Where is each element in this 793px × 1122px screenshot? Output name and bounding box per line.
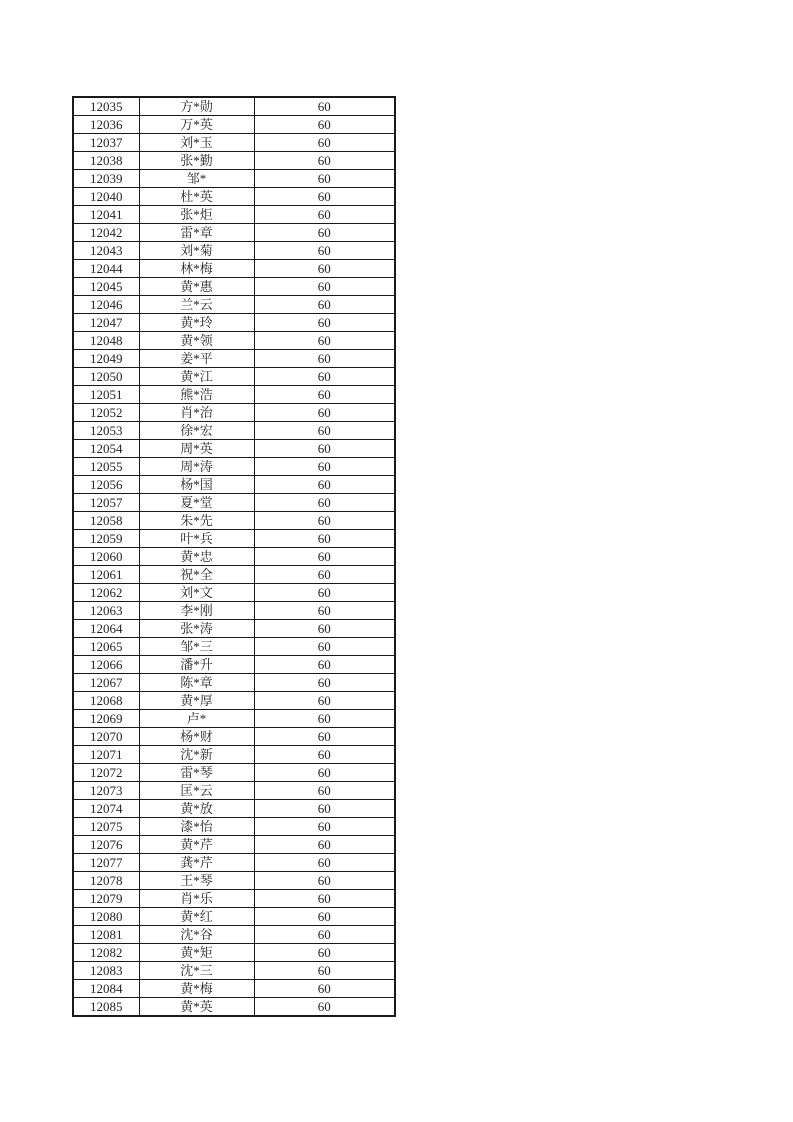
table-row [73, 944, 395, 962]
table-row [73, 188, 395, 206]
cell-value: 60 [254, 710, 395, 728]
cell-id: 12049 [73, 350, 139, 368]
table-row [73, 260, 395, 278]
cell-value: 60 [254, 170, 395, 188]
cell-id: 12064 [73, 620, 139, 638]
cell-value: 60 [254, 944, 395, 962]
cell-value: 60 [254, 602, 395, 620]
cell-id: 12085 [73, 998, 139, 1017]
table-row [73, 494, 395, 512]
cell-id: 12041 [73, 206, 139, 224]
cell-value: 60 [254, 890, 395, 908]
cell-value: 60 [254, 296, 395, 314]
table-row [73, 800, 395, 818]
cell-name: 黄*惠 [139, 278, 254, 296]
cell-value: 60 [254, 368, 395, 386]
cell-name: 熊*浩 [139, 386, 254, 404]
table-row [73, 278, 395, 296]
cell-id: 12067 [73, 674, 139, 692]
cell-id: 12072 [73, 764, 139, 782]
cell-name: 卢* [139, 710, 254, 728]
cell-id: 12042 [73, 224, 139, 242]
table-row [73, 548, 395, 566]
cell-id: 12035 [73, 97, 139, 116]
cell-id: 12058 [73, 512, 139, 530]
cell-name: 黄*领 [139, 332, 254, 350]
cell-id: 12076 [73, 836, 139, 854]
cell-name: 杨*国 [139, 476, 254, 494]
cell-value: 60 [254, 350, 395, 368]
cell-value: 60 [254, 908, 395, 926]
cell-value: 60 [254, 656, 395, 674]
table-row [73, 404, 395, 422]
cell-id: 12039 [73, 170, 139, 188]
cell-value: 60 [254, 476, 395, 494]
cell-name: 黄*江 [139, 368, 254, 386]
table-row [73, 764, 395, 782]
cell-id: 12070 [73, 728, 139, 746]
cell-id: 12040 [73, 188, 139, 206]
cell-name: 刘*菊 [139, 242, 254, 260]
cell-value: 60 [254, 638, 395, 656]
cell-id: 12057 [73, 494, 139, 512]
table-row [73, 980, 395, 998]
table-row [73, 962, 395, 980]
cell-id: 12077 [73, 854, 139, 872]
cell-name: 祝*全 [139, 566, 254, 584]
cell-name: 万*英 [139, 116, 254, 134]
cell-name: 姜*平 [139, 350, 254, 368]
cell-value: 60 [254, 566, 395, 584]
cell-name: 黄*忠 [139, 548, 254, 566]
cell-value: 60 [254, 836, 395, 854]
table-row [73, 584, 395, 602]
table-row [73, 746, 395, 764]
table-row [73, 97, 395, 116]
cell-name: 周*英 [139, 440, 254, 458]
cell-name: 漆*怡 [139, 818, 254, 836]
table-row [73, 476, 395, 494]
cell-name: 刘*文 [139, 584, 254, 602]
cell-value: 60 [254, 206, 395, 224]
cell-name: 夏*堂 [139, 494, 254, 512]
cell-value: 60 [254, 512, 395, 530]
table-row [73, 296, 395, 314]
table-row [73, 314, 395, 332]
table-row [73, 422, 395, 440]
cell-name: 李*刚 [139, 602, 254, 620]
cell-value: 60 [254, 548, 395, 566]
cell-name: 邹* [139, 170, 254, 188]
cell-value: 60 [254, 404, 395, 422]
table-row [73, 638, 395, 656]
cell-name: 沈*谷 [139, 926, 254, 944]
cell-id: 12051 [73, 386, 139, 404]
cell-name: 肖*治 [139, 404, 254, 422]
cell-value: 60 [254, 314, 395, 332]
cell-name: 黄*英 [139, 998, 254, 1017]
cell-id: 12047 [73, 314, 139, 332]
cell-name: 沈*三 [139, 962, 254, 980]
table-row [73, 332, 395, 350]
cell-name: 黄*厚 [139, 692, 254, 710]
table-body [73, 97, 395, 1016]
table-row [73, 620, 395, 638]
cell-value: 60 [254, 242, 395, 260]
cell-id: 12037 [73, 134, 139, 152]
table-row [73, 674, 395, 692]
results-table [72, 96, 396, 1017]
cell-id: 12071 [73, 746, 139, 764]
table-row [73, 368, 395, 386]
cell-value: 60 [254, 674, 395, 692]
cell-name: 兰*云 [139, 296, 254, 314]
cell-name: 肖*乐 [139, 890, 254, 908]
cell-value: 60 [254, 152, 395, 170]
cell-id: 12046 [73, 296, 139, 314]
table-row [73, 152, 395, 170]
cell-id: 12065 [73, 638, 139, 656]
table-row [73, 890, 395, 908]
cell-value: 60 [254, 998, 395, 1017]
table-row [73, 854, 395, 872]
table-row [73, 908, 395, 926]
cell-id: 12075 [73, 818, 139, 836]
cell-value: 60 [254, 188, 395, 206]
cell-value: 60 [254, 422, 395, 440]
cell-value: 60 [254, 782, 395, 800]
table-row [73, 116, 395, 134]
cell-id: 12053 [73, 422, 139, 440]
cell-id: 12074 [73, 800, 139, 818]
cell-name: 张*勤 [139, 152, 254, 170]
table-row [73, 710, 395, 728]
cell-id: 12054 [73, 440, 139, 458]
table-row [73, 926, 395, 944]
table-row [73, 818, 395, 836]
cell-id: 12036 [73, 116, 139, 134]
cell-id: 12038 [73, 152, 139, 170]
cell-id: 12060 [73, 548, 139, 566]
cell-value: 60 [254, 818, 395, 836]
table-row [73, 530, 395, 548]
table-row [73, 602, 395, 620]
cell-value: 60 [254, 278, 395, 296]
table-row [73, 224, 395, 242]
table-row [73, 566, 395, 584]
cell-name: 徐*宏 [139, 422, 254, 440]
table-row [73, 782, 395, 800]
cell-value: 60 [254, 494, 395, 512]
cell-name: 雷*章 [139, 224, 254, 242]
cell-id: 12083 [73, 962, 139, 980]
table-row [73, 692, 395, 710]
cell-name: 黄*矩 [139, 944, 254, 962]
cell-id: 12059 [73, 530, 139, 548]
cell-name: 黄*放 [139, 800, 254, 818]
cell-value: 60 [254, 530, 395, 548]
table-row [73, 440, 395, 458]
cell-name: 方*勋 [139, 97, 254, 116]
cell-value: 60 [254, 728, 395, 746]
cell-name: 朱*先 [139, 512, 254, 530]
cell-id: 12084 [73, 980, 139, 998]
cell-name: 匡*云 [139, 782, 254, 800]
cell-name: 刘*玉 [139, 134, 254, 152]
table-row [73, 872, 395, 890]
cell-id: 12062 [73, 584, 139, 602]
cell-name: 周*涛 [139, 458, 254, 476]
cell-name: 潘*升 [139, 656, 254, 674]
cell-name: 张*涛 [139, 620, 254, 638]
cell-id: 12082 [73, 944, 139, 962]
table-row [73, 656, 395, 674]
cell-value: 60 [254, 926, 395, 944]
cell-value: 60 [254, 386, 395, 404]
cell-name: 叶*兵 [139, 530, 254, 548]
cell-id: 12055 [73, 458, 139, 476]
cell-value: 60 [254, 692, 395, 710]
cell-name: 邹*三 [139, 638, 254, 656]
cell-id: 12073 [73, 782, 139, 800]
cell-name: 黄*红 [139, 908, 254, 926]
cell-id: 12080 [73, 908, 139, 926]
cell-name: 王*琴 [139, 872, 254, 890]
table-row [73, 512, 395, 530]
cell-id: 12048 [73, 332, 139, 350]
cell-value: 60 [254, 97, 395, 116]
cell-id: 12081 [73, 926, 139, 944]
table-row [73, 206, 395, 224]
table-row [73, 998, 395, 1017]
cell-value: 60 [254, 620, 395, 638]
cell-id: 12066 [73, 656, 139, 674]
cell-name: 龚*芹 [139, 854, 254, 872]
cell-value: 60 [254, 584, 395, 602]
table-row [73, 836, 395, 854]
cell-name: 黄*芹 [139, 836, 254, 854]
table-row [73, 728, 395, 746]
cell-name: 杨*财 [139, 728, 254, 746]
table-row [73, 242, 395, 260]
cell-value: 60 [254, 116, 395, 134]
cell-value: 60 [254, 764, 395, 782]
cell-id: 12056 [73, 476, 139, 494]
cell-value: 60 [254, 746, 395, 764]
cell-name: 陈*章 [139, 674, 254, 692]
cell-value: 60 [254, 440, 395, 458]
cell-name: 黄*玲 [139, 314, 254, 332]
cell-name: 沈*新 [139, 746, 254, 764]
cell-id: 12043 [73, 242, 139, 260]
cell-id: 12045 [73, 278, 139, 296]
cell-id: 12069 [73, 710, 139, 728]
cell-value: 60 [254, 854, 395, 872]
table-row [73, 386, 395, 404]
cell-value: 60 [254, 962, 395, 980]
table-row [73, 170, 395, 188]
cell-value: 60 [254, 800, 395, 818]
table-row [73, 350, 395, 368]
cell-value: 60 [254, 332, 395, 350]
cell-id: 12050 [73, 368, 139, 386]
table-row [73, 134, 395, 152]
cell-value: 60 [254, 872, 395, 890]
cell-name: 雷*琴 [139, 764, 254, 782]
table-row [73, 458, 395, 476]
cell-value: 60 [254, 980, 395, 998]
cell-name: 杜*英 [139, 188, 254, 206]
cell-value: 60 [254, 134, 395, 152]
cell-id: 12078 [73, 872, 139, 890]
cell-value: 60 [254, 260, 395, 278]
cell-id: 12052 [73, 404, 139, 422]
cell-id: 12044 [73, 260, 139, 278]
cell-id: 12061 [73, 566, 139, 584]
cell-name: 林*梅 [139, 260, 254, 278]
cell-value: 60 [254, 458, 395, 476]
cell-id: 12079 [73, 890, 139, 908]
cell-name: 黄*梅 [139, 980, 254, 998]
cell-id: 12063 [73, 602, 139, 620]
cell-name: 张*炬 [139, 206, 254, 224]
cell-id: 12068 [73, 692, 139, 710]
cell-value: 60 [254, 224, 395, 242]
